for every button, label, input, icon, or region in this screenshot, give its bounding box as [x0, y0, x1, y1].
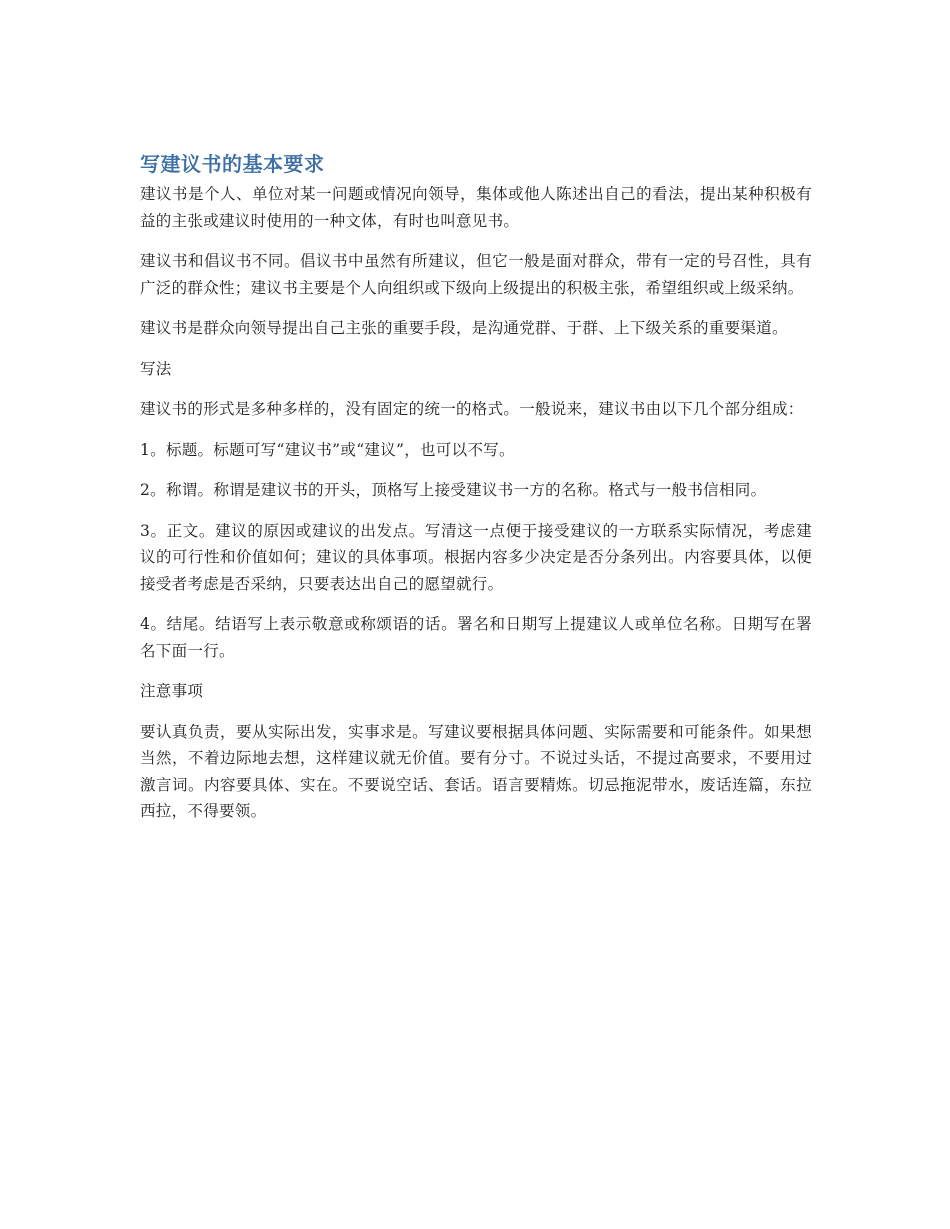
list-item-title: 1。标题。标题可写“建议书”或“建议”，也可以不写。 [140, 440, 515, 459]
paragraph-importance: 建议书是群众向领导提出自己主张的重要手段，是沟通党群、于群、上下级关系的重要渠道。 [140, 319, 788, 337]
paragraph-notes: 要认真负责，要从实际出发，实事求是。写建议要根据具体问题、实际需要和可能条件。如果想当然，不着边际地去想，这样建议就无价值。要有分寸。不说过头话，不提过高要求，不要用过激言词。内容要具体、实在。不要说空话、套话。语言要精炼。切忌拖泥带水，废话连篇，东拉西拉，不得要领。 [140, 722, 812, 820]
section-heading-notes: 注意事项 [140, 682, 204, 700]
list-item-ending: 4。结尾。结语写上表示敬意或称颂语的话。署名和日期写上提建议人或单位名称。日期写在署名下面一行。 [140, 615, 812, 660]
document-page [140, 150, 812, 839]
section-heading-writing: 写法 [140, 359, 172, 378]
document-title: 写建议书的基本要求 [140, 152, 325, 176]
paragraph-definition: 建议书是个人、单位对某一问题或情况向领导，集体或他人陈述出自己的看法，提出某种积极有益的主张或建议时使用的一种文体，有时也叫意见书。 [140, 185, 812, 230]
list-item-salutation: 2。称谓。称谓是建议书的开头，顶格写上接受建议书一方的名称。格式与一般书信相同。 [140, 481, 767, 499]
paragraph-format: 建议书的形式是多种多样的，没有固定的统一的格式。一般说来，建议书由以下几个部分组成： [140, 400, 804, 418]
list-item-body: 3。正文。建议的原因或建议的出发点。写清这一点便于接受建议的一方联系实际情况，考虑建议的可行性和价值如何；建议的具体事项。根据内容多少决定是否分条列出。内容要具体，以便接受者考虑是否采纳，只要表达出自己的愿望就行。 [140, 521, 812, 593]
paragraph-difference: 建议书和倡议书不同。倡议书中虽然有所建议，但它一般是面对群众，带有一定的号召性，具有广泛的群众性；建议书主要是个人向组织或下级向上级提出的积极主张，希望组织或上级采纳。 [140, 252, 812, 297]
